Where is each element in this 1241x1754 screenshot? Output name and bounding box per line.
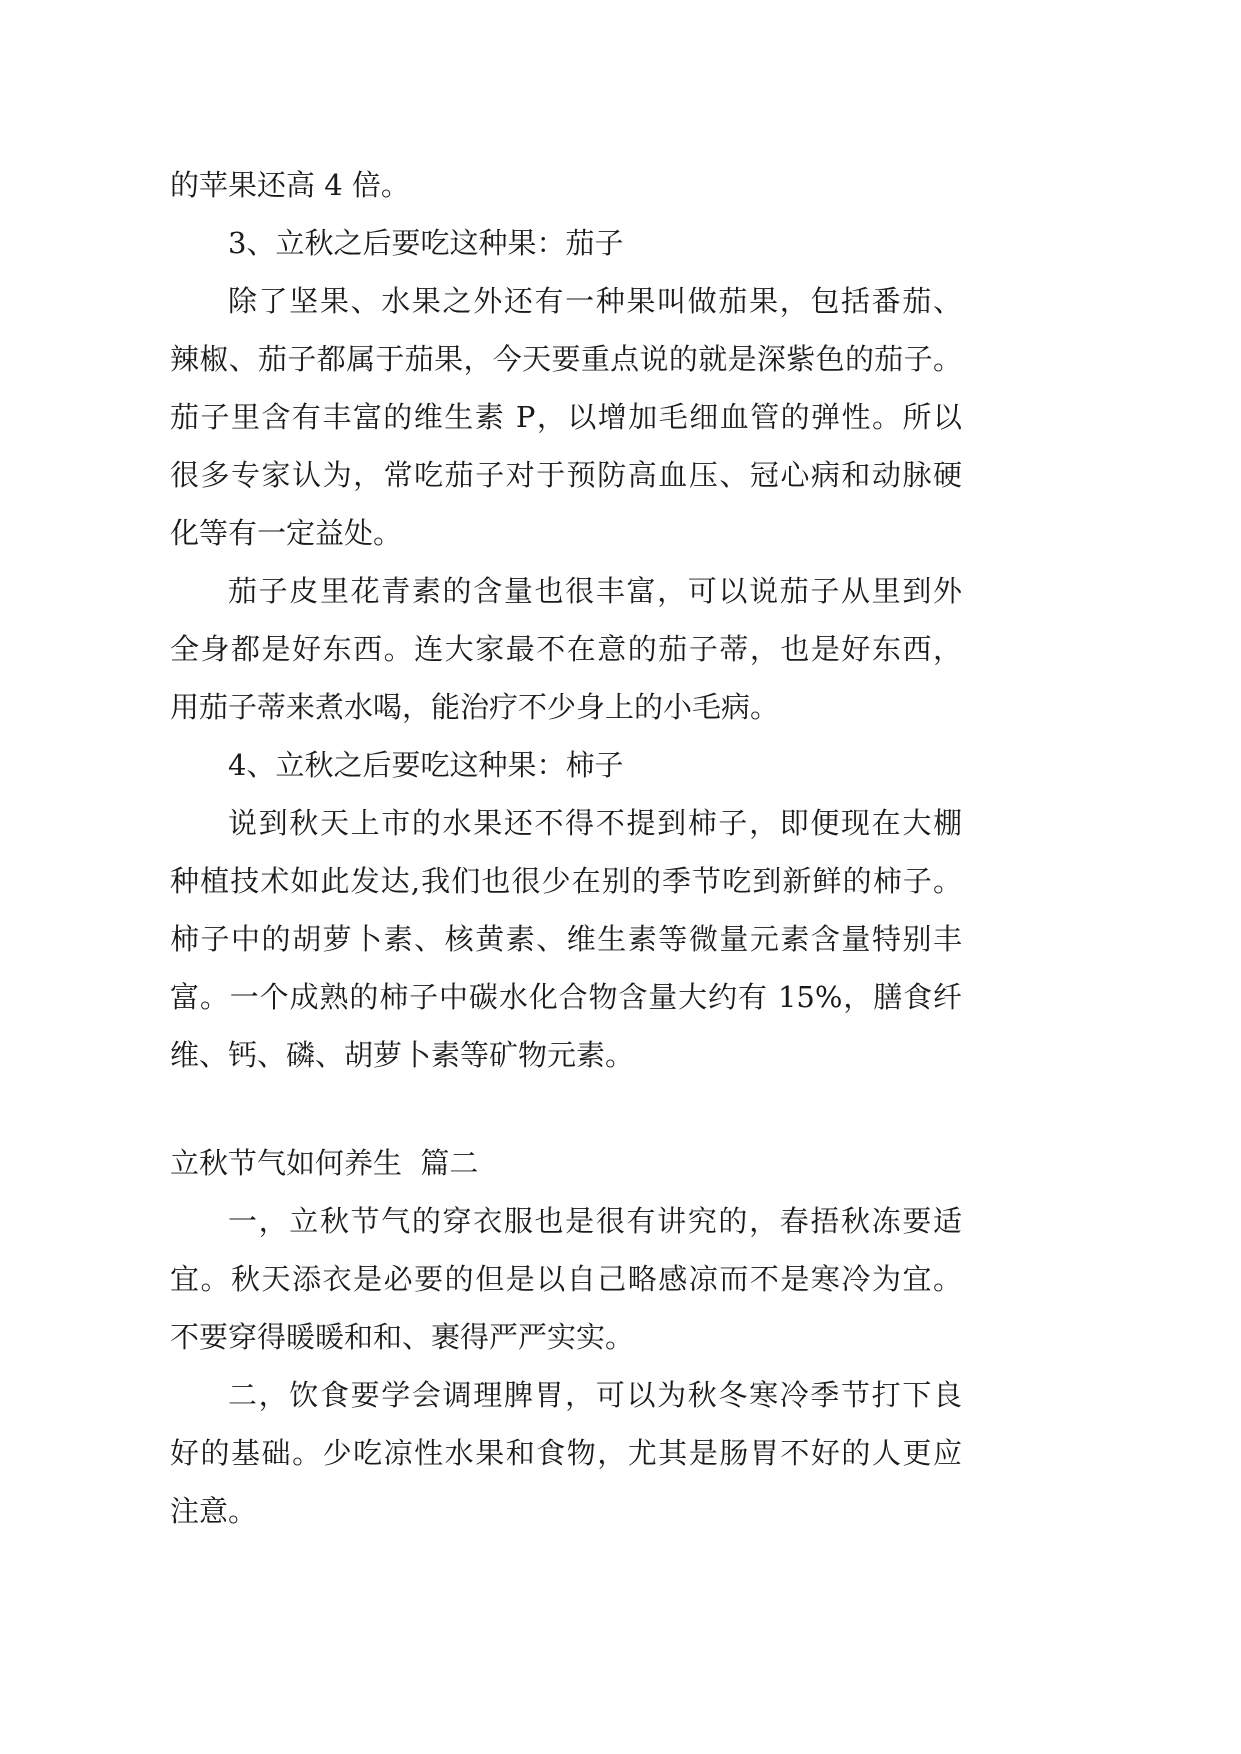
numbered-subheading xyxy=(170,214,962,272)
text-line: 种植技术如此发达,我们也很少在别的季节吃到新鲜的柿子。 xyxy=(170,864,962,898)
text-line: 一，立秋节气的穿衣服也是很有讲究的，春捂秋冻要适 xyxy=(228,1204,962,1238)
paragraph xyxy=(170,794,962,1084)
paragraph xyxy=(170,562,962,736)
text-line: 茄子里含有丰富的维生素 P，以增加毛细血管的弹性。所以 xyxy=(170,400,962,434)
text-line: 不要穿得暖暖和和、裹得严严实实。 xyxy=(170,1320,635,1354)
text-line: 很多专家认为，常吃茄子对于预防高血压、冠心病和动脉硬 xyxy=(170,458,962,492)
text-line: 注意。 xyxy=(170,1494,258,1528)
paragraph xyxy=(170,1366,962,1540)
paragraph xyxy=(170,156,962,214)
text-line: 用茄子蒂来煮水喝，能治疗不少身上的小毛病。 xyxy=(170,690,780,724)
text-line: 3、立秋之后要吃这种果：茄子 xyxy=(228,226,624,260)
text-line: 茄子皮里花青素的含量也很丰富，可以说茄子从里到外 xyxy=(228,574,962,608)
section-heading: 立秋节气如何养生 篇二 xyxy=(170,1146,479,1180)
paragraph xyxy=(170,1192,962,1366)
text-line: 好的基础。少吃凉性水果和食物，尤其是肠胃不好的人更应 xyxy=(170,1436,962,1470)
text-line: 二，饮食要学会调理脾胃，可以为秋冬寒冷季节打下良 xyxy=(228,1378,962,1412)
text-line: 柿子中的胡萝卜素、核黄素、维生素等微量元素含量特别丰 xyxy=(170,922,962,956)
text-line: 宜。秋天添衣是必要的但是以自己略感凉而不是寒冷为宜。 xyxy=(170,1262,962,1296)
paragraph xyxy=(170,272,962,562)
text-line: 全身都是好东西。连大家最不在意的茄子蒂，也是好东西， xyxy=(170,632,962,666)
numbered-subheading xyxy=(170,736,962,794)
text-line: 辣椒、茄子都属于茄果，今天要重点说的就是深紫色的茄子。 xyxy=(170,342,962,376)
text-line: 富。一个成熟的柿子中碳水化合物含量大约有 15%，膳食纤 xyxy=(170,980,962,1014)
text-line: 化等有一定益处。 xyxy=(170,516,403,550)
text-line: 维、钙、磷、胡萝卜素等矿物元素。 xyxy=(170,1038,635,1072)
text-line: 除了坚果、水果之外还有一种果叫做茄果，包括番茄、 xyxy=(228,284,962,318)
document-body xyxy=(170,156,962,1540)
text-line: 4、立秋之后要吃这种果：柿子 xyxy=(228,748,624,782)
text-line: 说到秋天上市的水果还不得不提到柿子，即便现在大棚 xyxy=(228,806,962,840)
text-line: 的苹果还高 4 倍。 xyxy=(170,168,410,202)
